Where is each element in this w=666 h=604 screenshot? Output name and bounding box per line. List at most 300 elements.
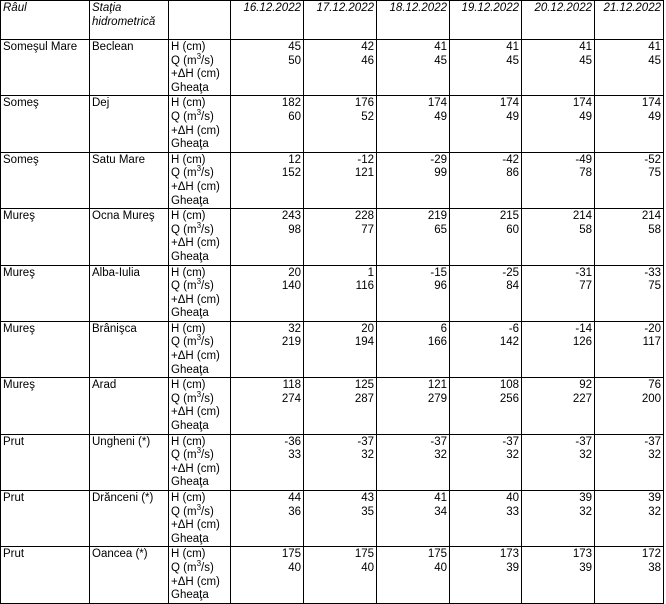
param-label-dh: +ΔH (cm) <box>171 124 220 137</box>
value-cell <box>304 321 377 377</box>
q-value: 49 <box>506 110 519 123</box>
value-cell <box>522 434 595 490</box>
value-cell <box>522 40 595 96</box>
q-value: 32 <box>361 449 374 462</box>
param-label-h: H (cm) <box>171 548 206 561</box>
header-river: Râul <box>1 1 90 40</box>
value-cell <box>377 321 450 377</box>
param-label-q-prefix: Q (m <box>171 392 197 405</box>
param-label-q-superscript: 3 <box>196 220 202 230</box>
h-value: -36 <box>284 435 301 448</box>
q-value: 32 <box>648 449 661 462</box>
param-label-q-prefix: Q (m <box>171 336 197 349</box>
station-cell: Brânişca <box>90 321 169 377</box>
param-label-q-suffix: /s) <box>201 336 214 349</box>
value-cell <box>377 209 450 265</box>
h-value: -37 <box>644 435 661 448</box>
h-value: -14 <box>575 322 592 335</box>
h-value: 219 <box>427 210 447 223</box>
h-value: -52 <box>644 153 661 166</box>
value-cell <box>522 152 595 208</box>
table-row <box>1 321 664 377</box>
param-label-q-superscript: 3 <box>196 559 202 569</box>
q-value: 32 <box>648 505 661 518</box>
q-value: 65 <box>434 223 447 236</box>
header-date: 18.12.2022 <box>377 1 450 40</box>
value-cell <box>595 96 664 152</box>
value-cell <box>231 40 304 96</box>
river-cell: Someş <box>1 96 90 152</box>
param-label-q-superscript: 3 <box>196 390 202 400</box>
value-cell <box>595 40 664 96</box>
h-value: 125 <box>354 379 374 392</box>
value-cell <box>595 321 664 377</box>
header-row <box>1 1 664 40</box>
value-cell <box>450 378 522 434</box>
value-cell <box>595 547 664 603</box>
param-label-q-superscript: 3 <box>196 502 202 512</box>
h-value: 118 <box>282 379 301 392</box>
q-value: 45 <box>579 54 592 67</box>
param-label-q-suffix: /s) <box>201 110 214 123</box>
param-label-q-prefix: Q (m <box>171 561 197 574</box>
header-params <box>169 1 231 40</box>
h-value: 44 <box>288 492 301 504</box>
value-cell <box>377 547 450 603</box>
value-cell <box>377 152 450 208</box>
q-value: 84 <box>506 280 519 293</box>
param-label-dh: +ΔH (cm) <box>171 68 220 81</box>
h-value: -15 <box>430 266 447 279</box>
h-value: 39 <box>648 492 661 504</box>
param-label-dh: +ΔH (cm) <box>171 519 220 532</box>
h-value: -29 <box>430 153 447 166</box>
value-cell <box>231 434 304 490</box>
h-value: 41 <box>648 41 661 53</box>
param-label-dh: +ΔH (cm) <box>171 237 220 250</box>
value-cell <box>522 265 595 321</box>
param-label-h: H (cm) <box>171 322 206 335</box>
parameter-labels-cell <box>169 378 231 434</box>
param-label-q <box>171 108 228 125</box>
value-cell <box>304 152 377 208</box>
q-value: 58 <box>648 223 661 236</box>
param-label-h: H (cm) <box>171 492 206 504</box>
value-cell <box>595 209 664 265</box>
table-row <box>1 209 664 265</box>
river-cell: Mureş <box>1 378 90 434</box>
value-cell <box>522 491 595 547</box>
q-value: 40 <box>288 561 301 574</box>
header-date: 16.12.2022 <box>231 1 304 40</box>
h-value: -49 <box>575 153 592 166</box>
h-value: -25 <box>502 266 519 279</box>
h-value: 174 <box>572 97 592 110</box>
q-value: 60 <box>506 223 519 236</box>
h-value: 41 <box>434 41 447 53</box>
h-value: 175 <box>281 548 301 561</box>
table-row <box>1 434 664 490</box>
h-value: -37 <box>575 435 592 448</box>
table-row <box>1 378 664 434</box>
river-cell: Mureş <box>1 321 90 377</box>
river-cell: Prut <box>1 491 90 547</box>
h-value: 32 <box>288 322 301 335</box>
param-label-dh: +ΔH (cm) <box>171 462 220 475</box>
param-label-q-suffix: /s) <box>201 280 214 293</box>
parameter-labels-cell <box>169 321 231 377</box>
h-value: 174 <box>499 97 519 110</box>
param-label-h: H (cm) <box>171 97 206 110</box>
h-value: 76 <box>648 379 661 392</box>
value-cell <box>450 321 522 377</box>
h-value: 6 <box>440 322 447 335</box>
param-label-q-suffix: /s) <box>201 167 214 180</box>
value-cell <box>304 547 377 603</box>
value-cell <box>231 547 304 603</box>
param-label-q <box>171 502 228 520</box>
value-cell <box>450 152 522 208</box>
value-cell <box>304 378 377 434</box>
header-date: 19.12.2022 <box>450 1 522 40</box>
h-value: -6 <box>508 322 519 335</box>
param-label-q-prefix: Q (m <box>171 223 197 236</box>
value-cell <box>377 434 450 490</box>
param-label-ice: Gheaţa <box>171 138 209 151</box>
param-label-q-prefix: Q (m <box>171 110 197 123</box>
parameter-labels-cell <box>169 547 231 603</box>
table-row <box>1 547 664 603</box>
h-value: 39 <box>579 492 592 504</box>
value-cell <box>304 434 377 490</box>
value-cell <box>304 209 377 265</box>
q-value: 38 <box>648 561 661 574</box>
q-value: 77 <box>361 223 374 236</box>
station-cell: Ocna Mureş <box>90 209 169 265</box>
param-label-q-suffix: /s) <box>201 505 214 518</box>
h-value: 43 <box>361 492 374 504</box>
q-value: 39 <box>579 561 592 574</box>
h-value: -20 <box>644 322 661 335</box>
value-cell <box>595 491 664 547</box>
header-station: Staţia hidrometrică <box>90 1 169 40</box>
param-label-ice: Gheaţa <box>171 81 209 94</box>
param-label-q-suffix: /s) <box>201 223 214 236</box>
h-value: 174 <box>427 97 447 110</box>
value-cell <box>522 209 595 265</box>
q-value: 166 <box>427 336 447 349</box>
q-value: 78 <box>579 167 592 180</box>
station-cell: Satu Mare <box>90 152 169 208</box>
param-label-q <box>171 51 228 69</box>
h-value: 41 <box>506 41 519 53</box>
q-value: 256 <box>499 392 519 405</box>
parameter-labels-cell <box>169 96 231 152</box>
param-label-dh: +ΔH (cm) <box>171 406 220 419</box>
param-label-h: H (cm) <box>171 153 206 166</box>
param-label-q <box>171 446 228 463</box>
param-label-q <box>171 390 228 407</box>
parameter-labels-cell <box>169 434 231 490</box>
q-value: 121 <box>354 167 374 180</box>
q-value: 60 <box>288 110 301 123</box>
h-value: 40 <box>506 492 519 504</box>
h-value: 174 <box>641 97 661 110</box>
h-value: 214 <box>641 210 661 223</box>
value-cell <box>231 209 304 265</box>
q-value: 35 <box>361 505 374 518</box>
table-row <box>1 491 664 547</box>
value-cell <box>450 209 522 265</box>
river-cell: Someşul Mare <box>1 40 90 96</box>
param-label-q <box>171 164 228 181</box>
h-value: 108 <box>499 379 519 392</box>
param-label-dh: +ΔH (cm) <box>171 293 220 306</box>
param-label-q-prefix: Q (m <box>171 505 197 518</box>
q-value: 116 <box>355 280 374 293</box>
table-body <box>1 40 664 604</box>
value-cell <box>231 321 304 377</box>
h-value: -31 <box>575 266 592 279</box>
q-value: 49 <box>579 110 592 123</box>
header-date: 17.12.2022 <box>304 1 377 40</box>
q-value: 99 <box>434 167 447 180</box>
parameter-labels-cell <box>169 491 231 547</box>
h-value: 243 <box>281 210 301 223</box>
table-row <box>1 152 664 208</box>
h-value: 41 <box>434 492 447 504</box>
h-value: -37 <box>357 435 374 448</box>
h-value: 41 <box>579 41 592 53</box>
param-label-q <box>171 220 228 238</box>
param-label-q-superscript: 3 <box>196 51 202 61</box>
q-value: 279 <box>427 392 447 405</box>
q-value: 46 <box>361 54 374 67</box>
value-cell <box>450 40 522 96</box>
param-label-ice: Gheaţa <box>171 532 209 545</box>
h-value: -42 <box>502 153 519 166</box>
value-cell <box>595 434 664 490</box>
h-value: 172 <box>641 548 661 561</box>
q-value: 287 <box>354 392 374 405</box>
table-row <box>1 265 664 321</box>
h-value: 214 <box>572 210 592 223</box>
station-cell: Ungheni (*) <box>90 434 169 490</box>
header-date: 20.12.2022 <box>522 1 595 40</box>
param-label-ice: Gheaţa <box>171 363 209 376</box>
param-label-h: H (cm) <box>171 435 206 448</box>
h-value: -37 <box>430 435 447 448</box>
station-cell: Oancea (*) <box>90 547 169 603</box>
value-cell <box>377 491 450 547</box>
q-value: 32 <box>579 449 592 462</box>
value-cell <box>231 96 304 152</box>
param-label-h: H (cm) <box>171 266 206 279</box>
param-label-h: H (cm) <box>171 379 206 392</box>
q-value: 49 <box>434 110 447 123</box>
value-cell <box>231 491 304 547</box>
station-cell: Beclean <box>90 40 169 96</box>
value-cell <box>522 547 595 603</box>
river-cell: Prut <box>1 547 90 603</box>
h-value: 175 <box>427 548 447 561</box>
q-value: 140 <box>281 280 301 293</box>
q-value: 33 <box>506 505 519 518</box>
param-label-q-suffix: /s) <box>201 561 214 574</box>
value-cell <box>304 40 377 96</box>
h-value: -33 <box>644 266 661 279</box>
value-cell <box>304 96 377 152</box>
q-value: 32 <box>434 449 447 462</box>
param-label-ice: Gheaţa <box>171 250 209 263</box>
h-value: 42 <box>361 41 374 53</box>
value-cell <box>450 491 522 547</box>
h-value: -37 <box>502 435 519 448</box>
value-cell <box>522 96 595 152</box>
parameter-labels-cell <box>169 209 231 265</box>
q-value: 98 <box>288 223 301 236</box>
river-cell: Prut <box>1 434 90 490</box>
header-date: 21.12.2022 <box>595 1 664 40</box>
river-cell: Mureş <box>1 265 90 321</box>
value-cell <box>304 265 377 321</box>
q-value: 58 <box>579 223 592 236</box>
value-cell <box>450 265 522 321</box>
h-value: 182 <box>281 97 301 110</box>
param-label-ice: Gheaţa <box>171 194 209 207</box>
param-label-q-superscript: 3 <box>196 164 202 174</box>
value-cell <box>450 96 522 152</box>
q-value: 40 <box>361 561 374 574</box>
value-cell <box>450 547 522 603</box>
q-value: 45 <box>648 54 661 67</box>
q-value: 194 <box>354 336 374 349</box>
q-value: 45 <box>506 54 519 67</box>
param-label-q-prefix: Q (m <box>171 167 197 180</box>
param-label-q-superscript: 3 <box>196 446 202 456</box>
param-label-q-suffix: /s) <box>201 54 214 67</box>
h-value: 92 <box>579 379 592 392</box>
q-value: 75 <box>648 167 661 180</box>
value-cell <box>377 265 450 321</box>
value-cell <box>377 96 450 152</box>
station-cell: Arad <box>90 378 169 434</box>
value-cell <box>595 265 664 321</box>
table-row <box>1 40 664 96</box>
param-label-dh: +ΔH (cm) <box>171 180 220 193</box>
q-value: 77 <box>579 280 592 293</box>
q-value: 86 <box>506 167 519 180</box>
q-value: 33 <box>288 449 301 462</box>
value-cell <box>450 434 522 490</box>
q-value: 49 <box>648 110 661 123</box>
q-value: 96 <box>434 280 447 293</box>
param-label-ice: Gheaţa <box>171 420 209 433</box>
river-cell: Someş <box>1 152 90 208</box>
param-label-ice: Gheaţa <box>171 589 209 602</box>
q-value: 200 <box>641 392 661 405</box>
river-cell: Mureş <box>1 209 90 265</box>
param-label-ice: Gheaţa <box>171 307 209 320</box>
q-value: 32 <box>579 505 592 518</box>
h-value: 173 <box>572 548 592 561</box>
q-value: 36 <box>288 505 301 518</box>
param-label-q-prefix: Q (m <box>171 280 197 293</box>
h-value: 173 <box>499 548 519 561</box>
value-cell <box>595 378 664 434</box>
param-label-h: H (cm) <box>171 210 206 223</box>
q-value: 274 <box>281 392 301 405</box>
q-value: 126 <box>572 336 592 349</box>
q-value: 117 <box>642 336 661 349</box>
q-value: 50 <box>288 54 301 67</box>
param-label-h: H (cm) <box>171 41 206 53</box>
q-value: 40 <box>434 561 447 574</box>
param-label-q-superscript: 3 <box>196 333 202 343</box>
h-value: 20 <box>361 322 374 335</box>
h-value: -12 <box>357 153 374 166</box>
value-cell <box>522 321 595 377</box>
parameter-labels-cell <box>169 152 231 208</box>
q-value: 219 <box>281 336 301 349</box>
q-value: 142 <box>499 336 519 349</box>
h-value: 228 <box>354 210 374 223</box>
h-value: 175 <box>354 548 374 561</box>
value-cell <box>231 378 304 434</box>
h-value: 20 <box>288 266 301 279</box>
q-value: 75 <box>648 280 661 293</box>
param-label-q-superscript: 3 <box>196 108 202 118</box>
h-value: 215 <box>499 210 519 223</box>
param-label-q <box>171 277 228 294</box>
table-row <box>1 96 664 152</box>
h-value: 12 <box>288 153 301 166</box>
param-label-q-prefix: Q (m <box>171 449 197 462</box>
param-label-q-suffix: /s) <box>201 449 214 462</box>
parameter-labels-cell <box>169 265 231 321</box>
param-label-dh: +ΔH (cm) <box>171 350 220 363</box>
q-value: 34 <box>434 505 447 518</box>
param-label-q <box>171 559 228 576</box>
value-cell <box>304 491 377 547</box>
value-cell <box>522 378 595 434</box>
param-label-dh: +ΔH (cm) <box>171 575 220 588</box>
parameter-labels-cell <box>169 40 231 96</box>
value-cell <box>231 265 304 321</box>
value-cell <box>595 152 664 208</box>
param-label-q-suffix: /s) <box>201 392 214 405</box>
param-label-q-superscript: 3 <box>196 277 202 287</box>
q-value: 152 <box>281 167 301 180</box>
station-cell: Dej <box>90 96 169 152</box>
param-label-q <box>171 333 228 350</box>
station-cell: Alba-Iulia <box>90 265 169 321</box>
h-value: 1 <box>367 266 374 279</box>
q-value: 45 <box>434 54 447 67</box>
h-value: 121 <box>427 379 447 392</box>
q-value: 52 <box>361 110 374 123</box>
value-cell <box>231 152 304 208</box>
h-value: 176 <box>354 97 374 110</box>
h-value: 45 <box>288 41 301 53</box>
value-cell <box>377 40 450 96</box>
q-value: 227 <box>572 392 592 405</box>
value-cell <box>377 378 450 434</box>
q-value: 39 <box>506 561 519 574</box>
param-label-ice: Gheaţa <box>171 476 209 489</box>
station-cell: Drănceni (*) <box>90 491 169 547</box>
q-value: 32 <box>506 449 519 462</box>
